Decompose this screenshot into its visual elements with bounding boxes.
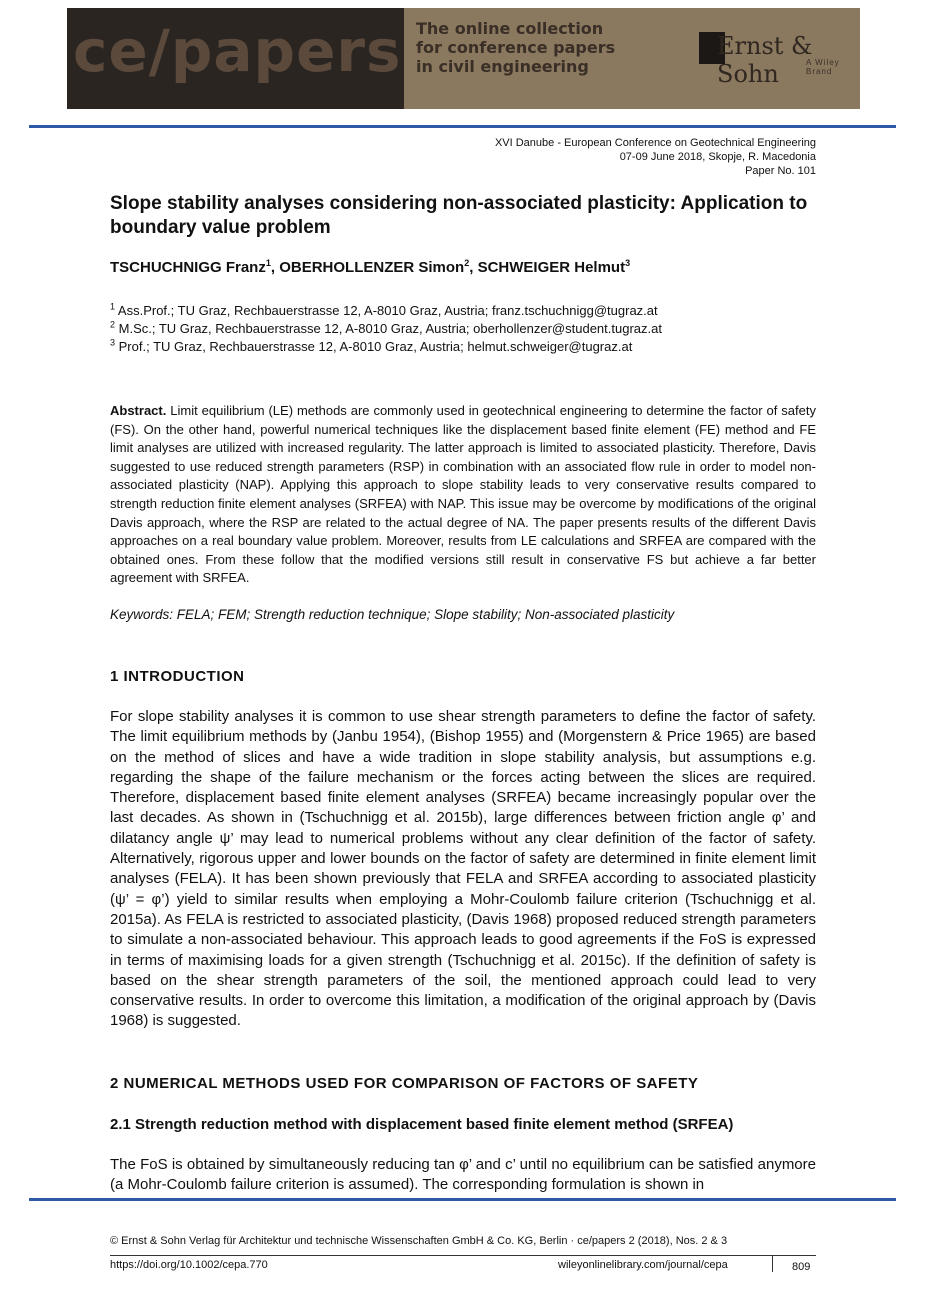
abstract-text: Limit equilibrium (LE) methods are commonly used in geotechnical engineering to determine the factor of safety (FS). On the other hand, powerful numerical techniques like the displacement based finite element (FE) method and FE limit analyses are utilized with increased regularity. The latter approach is limited to associated plasticity. Therefore, Davis suggested to use reduced strength parameters (RSP) in combination with an associated flow rule in order to model non-associated plasticity (NAP). Applying this approach to slope stability leads to very conservative results compared to strength reduction finite element analyses (SRFEA) with NAP. This issue may be overcome by modifications of the original Davis approach, where the RSP are related to the actual degree of NA. The paper presents results of the different Davis approaches on a real boundary value problem. Moreover, results from LE calculations and SRFEA are compared with the obtained ones. From these follow that the modified versions still result in conservative FS but achieve a far better agreement with SRFEA. — [110, 403, 816, 586]
section-body: The FoS is obtained by simultaneously reducing tan φ’ and c’ until no equilibrium can be satisfied anymore (a Mohr-Coulomb failure criterion is assumed). The corresponding formulation is shown in — [110, 1156, 816, 1194]
section-heading: 1 INTRODUCTION — [110, 668, 245, 685]
tagline-line: for conference papers — [416, 38, 616, 57]
tagline-line: in civil engineering — [416, 57, 589, 76]
page-number: 809 — [792, 1261, 811, 1273]
bottom-divider — [29, 1198, 896, 1201]
affiliation: $^3$ Prof.; TU Graz, Rechbauerstrasse 12, A-8010 Graz, Austria; helmut.schweiger@tugraz.at — [110, 337, 633, 354]
ce-papers-logo: ce/papers — [73, 17, 402, 85]
author-sup: 1 — [265, 258, 271, 268]
publisher-logo: Ernst & Sohn — [717, 32, 813, 88]
publisher-subtitle: A Wiley Brand — [806, 58, 840, 76]
top-divider — [29, 125, 896, 128]
keywords: Keywords: FELA; FEM; Strength reduction technique; Slope stability; Non-associated plasticity — [110, 607, 675, 622]
tagline-line: The online collection — [416, 19, 604, 38]
author-sup: 2 — [464, 258, 470, 268]
conference-name: XVI Danube - European Conference on Geotechnical Engineering — [494, 137, 816, 149]
paper-number: Paper No. 101 — [745, 165, 816, 177]
author-sup: 3 — [625, 258, 631, 268]
journal-link[interactable]: wileyonlinelibrary.com/journal/cepa — [558, 1259, 728, 1271]
copyright-notice: © Ernst & Sohn Verlag für Architektur und technische Wissenschaften GmbH & Co. KG, Berlin · ce/papers 2 (2018), Nos. 2 & 3 — [110, 1235, 728, 1247]
abstract-label: Abstract. — [110, 403, 167, 418]
author-name: TSCHUCHNIGG Franz — [110, 259, 266, 276]
subsection-heading: 2.1 Strength reduction method with displacement based finite element method (SRFEA) — [110, 1116, 734, 1133]
section-heading: 2 NUMERICAL METHODS USED FOR COMPARISON OF FACTORS OF SAFETY — [110, 1075, 699, 1092]
author-list: TSCHUCHNIGG Franz$^1$, OBERHOLLENZER Simon$^2$, SCHWEIGER Helmut$^3$ — [110, 258, 631, 276]
footer-separator — [772, 1256, 773, 1272]
author-name: OBERHOLLENZER Simon — [279, 259, 465, 276]
author-name: SCHWEIGER Helmut — [477, 259, 626, 276]
abstract — [110, 402, 816, 588]
footer-rule — [110, 1255, 816, 1256]
affiliation: $^2$ M.Sc.; TU Graz, Rechbauerstrasse 12, A-8010 Graz, Austria; oberhollenzer@student.tugraz.at — [110, 319, 662, 336]
header-banner — [67, 8, 860, 109]
section-body: For slope stability analyses it is common to use shear strength parameters to define the factor of safety. The limit equilibrium methods by (Janbu 1954), (Bishop 1955) and (Morgenstern & Price 1965) are based on the method of slices and have a wide tradition in slope stability analysis, but assumptions e.g. regarding the shape of the failure mechanism or the forces acting between the slices are required. Therefore, displacement based finite element analyses (SRFEA) became increasingly popular over the last decades. As shown in (Tschuchnigg et al. 2015b), large differences between friction angle φ’ and dilatancy angle ψ’ may lead to numerical problems without any clear definition of the factor of safety. Alternatively, rigorous upper and lower bounds on the factor of safety are determined in finite element limit analyses (FELA). It has been shown previously that FELA and SRFEA according to associated plasticity (ψ’ = φ’) yield to similar results when employing a Mohr-Coulomb failure criterion (Tschuchnigg et al. 2015a). As FELA is restricted to associated plasticity, (Davis 1968) proposed reduced strength parameters to simulate a non-associated behaviour. This approach leads to good agreements if the FoS is expressed in terms of maximising loads for a given strength (Tschuchnigg et al. 2015c). If the definition of safety is based on the shear strength parameters of the soil, the mentioned approach could lead to very conservative results. In order to overcome this limitation, a modification of the original approach by (Davis 1968) is suggested. — [110, 708, 816, 1030]
doi-link[interactable]: https://doi.org/10.1002/cepa.770 — [110, 1259, 268, 1271]
affiliation: $^1$ Ass.Prof.; TU Graz, Rechbauerstrasse 12, A-8010 Graz, Austria; franz.tschuchnigg@tugraz.at — [110, 301, 658, 318]
paper-title: Slope stability analyses considering non-associated plasticity: Application to boundary value problem — [110, 193, 808, 238]
conference-date: 07-09 June 2018, Skopje, R. Macedonia — [619, 151, 816, 163]
